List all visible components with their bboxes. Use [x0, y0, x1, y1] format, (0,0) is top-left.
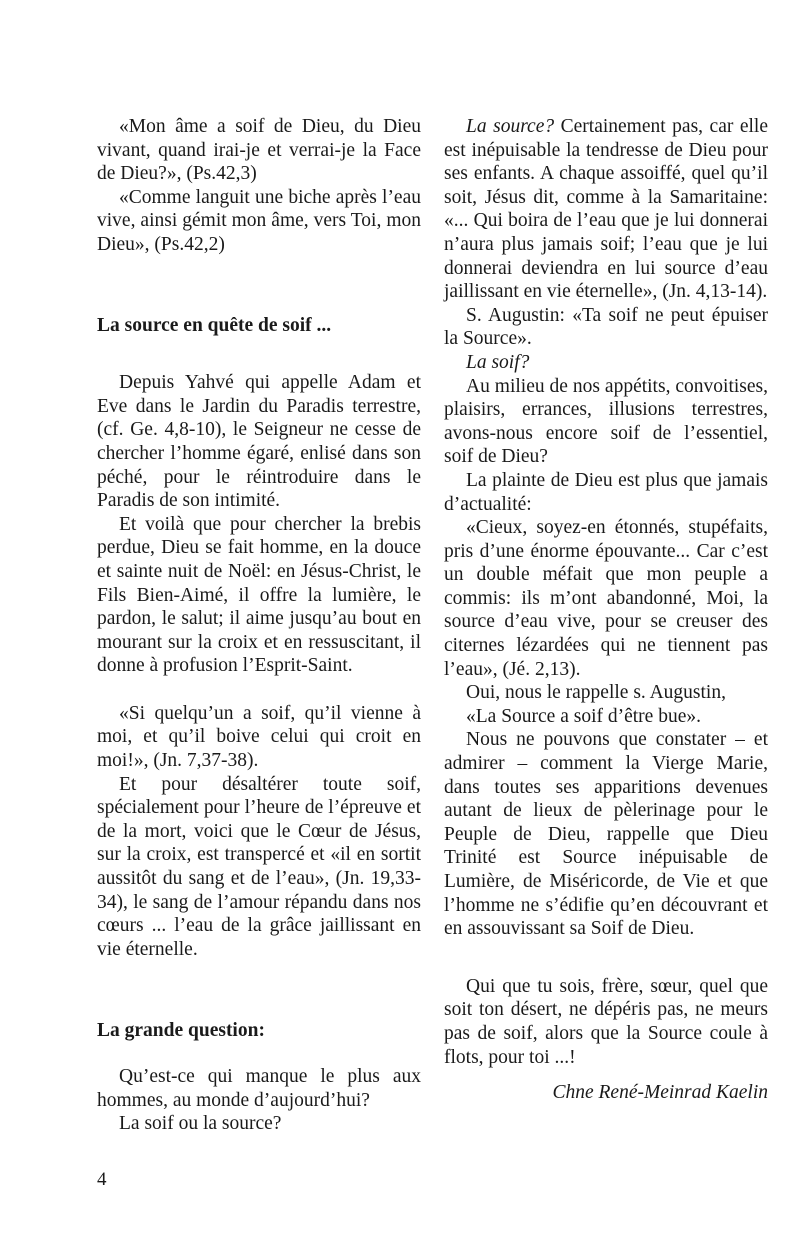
left-column: [97, 115, 421, 1136]
paragraph-vierge-marie: Nous ne pouvons que constater – et admirer – comment la Vierge Marie, dans toutes ses apparitions devenues autant de lieux de pèlerinage pour le Peuple de Dieu, rappelle que Dieu Trinité est Source inépuisable de Lumière, de Miséricorde, de Vie et que l’homme ne s’édifie qu’en découvrant et en assouvissant sa Soif de Dieu.: [444, 729, 768, 940]
author-signature: Chne René-Meinrad Kaelin: [552, 1082, 768, 1104]
paragraph-appetits: Au milieu de nos appétits, convoitises, plaisirs, errances, illusions terrestres, avons-nous encore soif de l’essentiel, soif de Dieu?: [444, 375, 768, 468]
paragraph-qui-que-tu-sois: Qui que tu sois, frère, sœur, quel que soit ton désert, ne dépéris pas, ne meurs pas de soif, alors que la Source coule à flots, pour toi ...!: [444, 975, 768, 1068]
quote-jeremie: «Cieux, soyez-en étonnés, stupéfaits, pris d’une énorme épouvante... Car c’est un double méfait que mon peuple a commis: ils m’ont abandonné, Moi, la source d’eau vive, pour se creuser des citernes lézardées qui ne tiennent pas l’eau», (Jé. 2,13).: [444, 517, 768, 680]
page-number: 4: [97, 1169, 107, 1190]
paragraph-augustin: S. Augustin: «Ta soif ne peut épuiser la Source».: [444, 304, 768, 350]
paragraph-plainte: La plainte de Dieu est plus que jamais d’actualité:: [444, 469, 768, 515]
paragraph-rappelle: Oui, nous le rappelle s. Augustin,: [466, 682, 726, 704]
italic-la-soif: La soif?: [466, 351, 530, 373]
paragraph-yahve: Depuis Yahvé qui appelle Adam et Eve dans le Jardin du Paradis terrestre, (cf. Ge. 4,8-10), le Seigneur ne cesse de chercher l’homme égaré, enlisé dans son péché, pour le réintroduire dans le Paradis de son intimité.: [97, 372, 421, 512]
quote-source-bue: «La Source a soif d’être bue».: [466, 705, 701, 727]
italic-la-source: La source?: [466, 116, 555, 137]
quote-psalm-42-3: «Mon âme a soif de Dieu, du Dieu vivant, quand irai-je et verrai-je la Face de Dieu?», (Ps.42,3): [97, 116, 421, 185]
paragraph-desalterer: Et pour désaltérer toute soif, spécialement pour l’heure de l’épreuve et de la mort, voici que le Cœur de Jésus, sur la croix, est transpercé et «il en sortit aussitôt du sang et de l’eau», (Jn. 19,33-34), le sang de l’amour répandu dans nos cœurs ... l’eau de la grâce jaillissant en vie éternelle.: [97, 773, 421, 960]
paragraph-question: Qu’est-ce qui manque le plus aux hommes, au monde d’aujourd’hui?: [97, 1066, 421, 1111]
quote-john-7: «Si quelqu’un a soif, qu’il vienne à moi, et qu’il boive celui qui croit en moi!», (Jn. 7,37-38).: [97, 702, 421, 772]
paragraph-la-source: [444, 115, 768, 304]
section-heading-source: La source en quête de soif ...: [97, 314, 332, 336]
section-heading-question: La grande question:: [97, 1020, 265, 1042]
quote-psalm-42-2: «Comme languit une biche après l’eau vive, ainsi gémit mon âme, vers Toi, mon Dieu», (Ps.42,2): [97, 186, 421, 255]
paragraph-soif-ou-source: La soif ou la source?: [119, 1113, 282, 1135]
paragraph-brebis: Et voilà que pour chercher la brebis perdue, Dieu se fait homme, en la douce et sainte nuit de Noël: en Jésus-Christ, le Fils Bien-Aimé, il offre la lumière, le pardon, le salut; il aime jusqu’au bout en mourant sur la croix et en ressuscitant, il donne à profusion l’Esprit-Saint.: [97, 513, 421, 677]
paragraph-la-source-text: Certainement pas, car elle est inépuisable la tendresse de Dieu pour ses enfants. A chaque assoiffé, quel qu’il soit, Jésus dit, comme à la Samaritaine: «... Qui boira de l’eau que je lui donnerai n’aura plus jamais soif; l’eau que je lui donnerai deviendra en lui source d’eau jaillissant en vie éternelle», (Jn. 4,13-14).: [444, 116, 769, 303]
right-column: [444, 115, 768, 1105]
